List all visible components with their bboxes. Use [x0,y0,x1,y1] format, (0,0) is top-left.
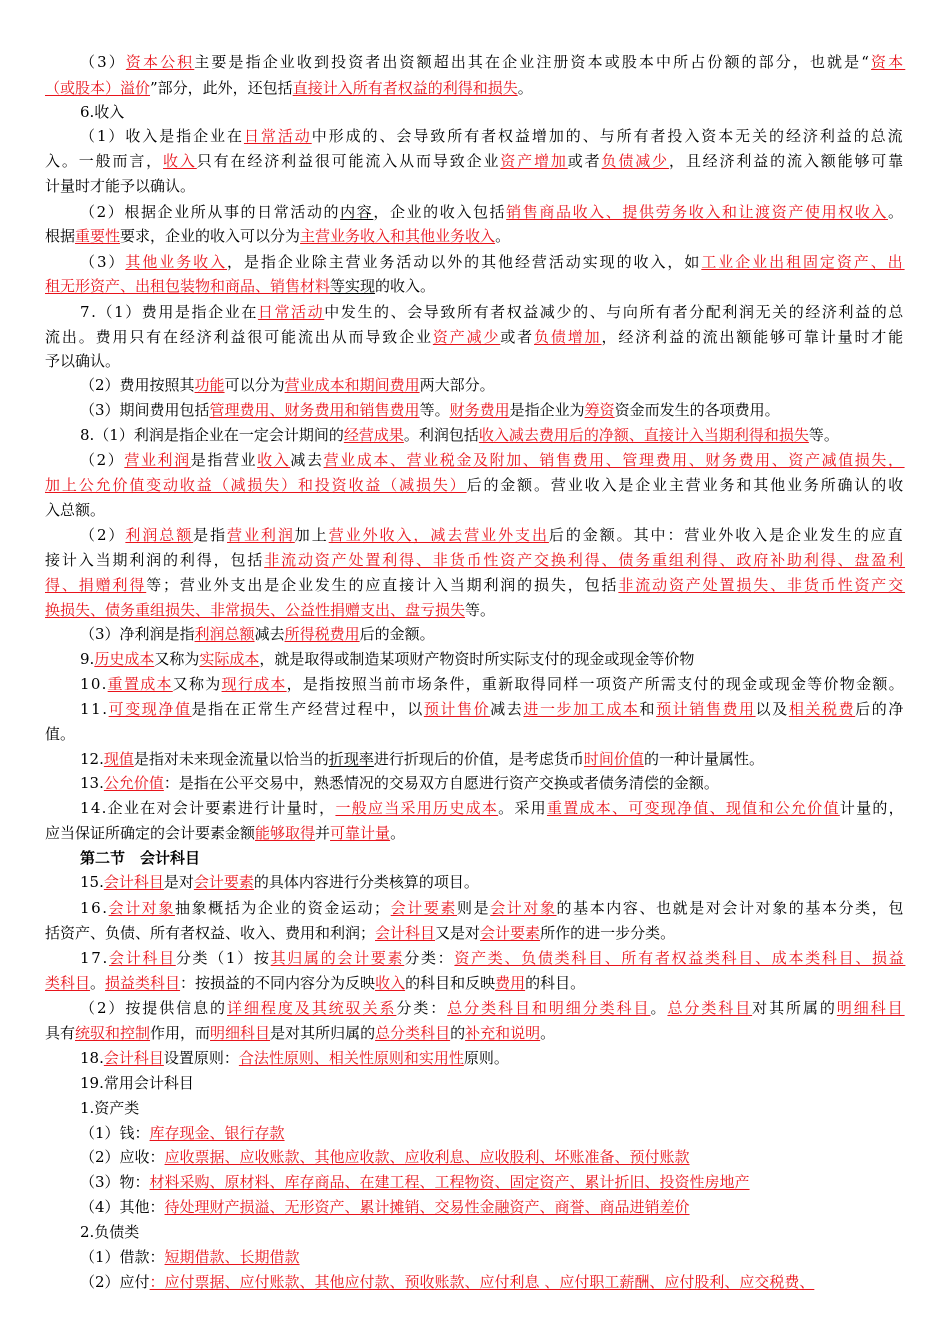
text-run: 可以分为 [224,376,285,394]
highlighted-term: 负债增加 [534,328,602,346]
text-run: 12. [80,750,104,768]
text-run: 主要是指企业收到投资者出资额超出其在企业注册资本或股本中所占份额的部分，也就是“ [194,53,872,71]
text-run: （2） [80,526,126,544]
highlighted-term: 经营成果 [343,426,404,444]
text-run: 等实现 [330,277,376,295]
highlighted-term: 会计科目 [103,873,164,891]
highlighted-term: 会计要素 [193,873,254,891]
highlighted-term: 利润总额 [194,625,255,643]
text-run: 15. [80,873,104,891]
text-line [45,175,195,197]
text-run: 设置原则： [163,1049,239,1067]
text-line [80,1221,139,1243]
text-run: 作用，而 [150,1024,211,1042]
highlighted-term: 重要性 [75,227,121,245]
highlighted-term: 功能 [194,376,225,394]
highlighted-term: 日常活动 [257,303,325,321]
text-run: 根据 [45,227,76,245]
highlighted-term: 资产减少 [432,328,501,346]
text-line [80,748,764,770]
text-line [45,77,533,99]
text-line [80,1171,750,1193]
highlighted-term: 预计销售费用 [656,700,756,718]
highlighted-term: 总分类科目 [375,1024,451,1042]
text-run: 的一种计量属性。 [643,750,764,768]
text-line [80,1072,194,1094]
highlighted-term: 其归属的会计要素 [270,949,405,967]
text-run: 又称为 [154,650,200,668]
text-run: 具有 [45,1024,76,1042]
highlighted-term: 会计要素 [390,899,457,917]
highlighted-term: 实际成本 [199,650,260,668]
text-run: 是指企业为 [509,401,585,419]
text-line [45,972,585,994]
text-line [80,201,905,223]
text-run: 。采用 [498,799,547,817]
text-run: 7.（1）费用是指企业在 [80,303,258,321]
highlighted-term: 得、捐赠利得 [45,576,147,594]
text-run: 流出。费用只有在经济利益很可能流出从而导致企业 [45,328,433,346]
text-run: （2）费用按照其 [80,376,195,394]
highlighted-term: 会计科目 [108,949,176,967]
highlighted-term: 资本公积 [125,53,195,71]
text-run: （3） [80,253,126,271]
text-run: 只有在经济利益很可能流入从而导致企业 [196,152,501,170]
highlighted-term: ：应付票据、应付账款、其他应付款、预收账款、应付利息 、应付职工薪酬、应付股利、应交税费、 [149,1273,815,1291]
text-run: 接计入当期利润的利得，包括 [45,551,265,569]
text-line [80,101,124,123]
text-run: 的科目和反映 [405,974,496,992]
text-run: 原则。 [463,1049,509,1067]
highlighted-term: 重置成本、可变现净值、现值和公允价值 [546,799,840,817]
text-run: 是指 [193,526,228,544]
text-run: （2）应收： [80,1148,165,1166]
highlighted-term: 销售商品收入、提供劳务收入和让渡资产使用权收入 [506,203,888,221]
text-run: 分类（1）按 [175,949,271,967]
text-run: 进行折现后的价值，是考虑货币 [373,750,584,768]
text-run: 分类： [404,949,455,967]
highlighted-term: 财务费用 [449,401,510,419]
text-line [80,698,905,720]
highlighted-term: 收入 [163,152,197,170]
text-run: ，且经济利益的流入额能够可靠 [668,152,906,170]
text-run: 8.（1）利润是指企业在一定会计期间的 [80,426,344,444]
text-run: （4）其他： [80,1198,165,1216]
text-run: （3）物： [80,1173,150,1191]
highlighted-term: 会计科目 [103,1049,164,1067]
text-line [80,125,905,147]
highlighted-term: 日常活动 [243,127,312,145]
text-line [80,449,905,471]
text-run: 则是 [457,899,491,917]
text-line [80,1246,300,1268]
highlighted-term: 会计要素 [480,924,541,942]
highlighted-term: 利润总额 [125,526,194,544]
highlighted-term: 工业企业出租固定资产、出 [701,253,905,271]
text-run: ，就是取得或制造某项财产物资时所实际支付的现金或现金等价物 [259,650,695,668]
text-line [80,424,839,446]
highlighted-term: 营业利润 [227,526,295,544]
highlighted-term: 明细科目 [836,999,905,1017]
text-run: 又称为 [172,675,222,693]
text-run: 括资产、负债、所有者权益、收入、费用和利润； [45,924,376,942]
highlighted-term: 进一步加工成本 [523,700,640,718]
text-line [80,772,719,794]
text-run: 减去 [290,451,324,469]
text-run: （3）净利润是指 [80,625,195,643]
text-run: （2） [80,451,125,469]
text-line [45,350,120,372]
text-run: ，是指企业除主营业务活动以外的其他经营活动实现的收入，如 [227,253,702,271]
text-line [80,797,905,819]
text-line [80,524,905,546]
highlighted-term: 会计对象 [108,899,175,917]
text-line [45,549,905,571]
text-run: （2）按提供信息的 [80,999,227,1017]
text-line [80,623,435,645]
text-run: 或者 [500,328,535,346]
highlighted-term: 费用 [495,974,526,992]
highlighted-term: 材料采购、原材料、库存商品、在建工程、工程物资、固定资产、累计折旧、投资性房地产 [149,1173,750,1191]
text-run: ，企业的收入包括 [373,203,507,221]
text-run: 。 [390,824,406,842]
highlighted-term: 总分类科目 [667,999,753,1017]
text-run: 。 [887,203,905,221]
text-run: （1）借款： [80,1248,165,1266]
highlighted-term: 营业利润 [124,451,191,469]
text-line [45,225,510,247]
highlighted-term: 时间价值 [583,750,644,768]
text-run: 减去 [490,700,524,718]
text-line [80,673,905,695]
text-run: 2.负债类 [80,1223,140,1241]
text-run: 两大部分。 [419,376,495,394]
text-line [80,1122,285,1144]
highlighted-term: 可靠计量 [330,824,391,842]
text-line [80,847,200,869]
text-line [80,1196,690,1218]
text-line [80,1146,690,1168]
text-run: 16. [80,899,109,917]
text-run: 予以确认。 [45,352,121,370]
highlighted-term: 能够取得 [255,824,316,842]
text-run: 14.企业在对会计要素进行计量时， [80,799,336,817]
text-run: 要求，企业的收入可以分为 [120,227,301,245]
text-line [80,51,905,73]
text-run: 是指对未来现金流量以恰当的 [133,750,329,768]
text-run: 的具体内容进行分类核算的项目。 [253,873,479,891]
text-run: 又是对 [435,924,481,942]
highlighted-term: 会计科目 [375,924,436,942]
highlighted-term: 公允价值 [103,774,164,792]
highlighted-term: 可变现净值 [108,700,192,718]
text-line [45,822,405,844]
text-run: 的 [450,1024,466,1042]
highlighted-term: 营业成本、营业税金及附加、销售费用、管理费用、财务费用、资产减值损失， [323,451,905,469]
text-run: 是指营业 [190,451,258,469]
highlighted-term: 现行成本 [221,675,287,693]
text-run: 中形成的、会导致所有者权益增加的、与所有者投入资本无关的经济利益的总流 [311,127,905,145]
highlighted-term: 统驭和控制 [75,1024,151,1042]
text-run: 13. [80,774,104,792]
text-run: 或者 [567,152,602,170]
text-run: 9. [80,650,95,668]
highlighted-term: 营业成本和期间费用 [284,376,420,394]
highlighted-term: 管理费用、财务费用和销售费用 [209,401,420,419]
text-run: 10. [80,675,108,693]
text-run: 11. [80,700,109,718]
text-run: ”部分，此外，还包括 [150,79,293,97]
highlighted-term: 合法性原则、相关性原则和实用性 [238,1049,464,1067]
text-run: 加上 [294,526,329,544]
text-run: 中发生的、会导致所有者权益减少的、与向所有者分配利润无关的经济利益的总 [324,303,905,321]
highlighted-term: 应收票据、应收账款、其他应收款、应收利息、应收股利、坏账准备、预付账款 [164,1148,690,1166]
text-run: 和 [639,700,657,718]
highlighted-term: 补充和说明 [465,1024,541,1042]
text-line [80,251,905,273]
highlighted-term: 非流动资产处置利得、非货币性资产交换利得、债务重组利得、政府补助利得、盘盈利 [264,551,906,569]
section-heading: 第二节 会计科目 [80,849,201,867]
text-run: 的收入。 [375,277,436,295]
text-line [80,374,495,396]
highlighted-term: 其他业务收入 [125,253,228,271]
text-line [80,997,905,1019]
text-run: 分类： [396,999,448,1017]
text-run: 。 [495,227,511,245]
text-run: ：是指在公平交易中，熟悉情况的交易双方自愿进行资产交换或者债务清偿的金额。 [163,774,719,792]
text-run: 等。 [808,426,839,444]
text-line [45,1022,555,1044]
highlighted-term: 加上公允价值变动收益（减损失）和投资收益（减损失） [45,476,467,494]
highlighted-term: 待处理财产损溢、无形资产、累计摊销、交易性金融资产、商誉、商品进销差价 [164,1198,690,1216]
text-run: 值。 [45,725,76,743]
text-line [80,1047,509,1069]
text-line [45,499,105,521]
text-run: 内容 [340,203,374,221]
text-run: 应当保证所确定的会计要素金额 [45,824,256,842]
text-run: 以及 [755,700,789,718]
highlighted-term: 营业外收入，减去营业外支出 [328,526,549,544]
text-line [45,275,435,297]
highlighted-term: 收入减去费用后的净额、直接计入当期利得和损失 [478,426,809,444]
highlighted-term: 相关税费 [788,700,856,718]
highlighted-term: 总分类科目和明细分类科目 [447,999,651,1017]
text-run: 计量时才能予以确认。 [45,177,196,195]
text-run: 6.收入 [80,103,125,121]
text-run: 18. [80,1049,104,1067]
text-run: 减去 [254,625,285,643]
text-run: （1）钱： [80,1124,150,1142]
text-line [80,648,694,670]
text-run: 所作的进一步分类。 [540,924,676,942]
highlighted-term: 租无形资产、出租包装物和商品、销售材料 [45,277,331,295]
text-run: 对其所属的 [752,999,837,1017]
text-line [45,922,675,944]
highlighted-term: 现值 [103,750,134,768]
highlighted-term: 资本 [871,53,906,71]
text-run: 后的金额。 [359,625,435,643]
text-line [80,399,780,421]
text-run: 。利润包括 [403,426,479,444]
text-run: 资金而发生的各项费用。 [614,401,780,419]
text-run: 入总额。 [45,501,106,519]
text-line [45,723,75,745]
highlighted-term: 收入 [375,974,406,992]
highlighted-term: 详细程度及其统驭关系 [227,999,397,1017]
text-run: 折现率 [328,750,374,768]
highlighted-term: 资产增加 [500,152,568,170]
highlighted-term: 非流动资产处置损失、非货币性资产交 [618,576,906,594]
text-line [80,1097,139,1119]
highlighted-term: 明细科目 [210,1024,271,1042]
text-run: 是对 [163,873,194,891]
text-run: 入。一般而言， [45,152,164,170]
text-run: 后的金额。营业收入是企业主营业务和其他业务所确认的收 [466,476,906,494]
text-run: 等；营业外支出是企业发生的应直接计入当期利润的损失，包括 [146,576,619,594]
highlighted-term: 损益类科目 [105,974,181,992]
text-run: 。 [650,999,668,1017]
text-run: 。 [540,1024,556,1042]
highlighted-term: 所得税费用 [284,625,360,643]
text-run: 17. [80,949,109,967]
text-run: 。 [517,79,533,97]
text-run: 等。 [419,401,450,419]
text-line [45,326,905,348]
highlighted-term: 短期借款、长期借款 [164,1248,300,1266]
text-run: ，是指按照当前市场条件，重新取得同样一项资产所需支付的现金或现金等价物金额。 [286,675,905,693]
text-run: 计量的， [839,799,905,817]
text-run: 是对其所归属的 [270,1024,376,1042]
highlighted-term: 换损失、债务重组损失、非常损失、公益性捐赠支出、盘亏损失 [45,601,466,619]
text-line [45,574,905,596]
text-run: ：按损益的不同内容分为反映 [180,974,376,992]
text-run: ，经济利益的流出额能够可靠计量时才能 [601,328,906,346]
highlighted-term: 筹资 [584,401,615,419]
text-run: （2）根据企业所从事的日常活动的 [80,203,341,221]
highlighted-term: 资产类、负债类科目、所有者权益类科目、成本类科目、损益 [454,949,906,967]
highlighted-term: 库存现金、银行存款 [149,1124,285,1142]
text-line [45,474,905,496]
text-run: 是指在正常生产经营过程中，以 [191,700,424,718]
highlighted-term: 历史成本 [94,650,155,668]
highlighted-term: 负债减少 [601,152,669,170]
text-line [45,150,905,172]
text-run: （3）期间费用包括 [80,401,210,419]
highlighted-term: 类科目 [45,974,91,992]
text-run: 后的金额。其中：营业外收入是企业发生的应直 [548,526,905,544]
text-line [80,947,905,969]
text-line [45,599,495,621]
highlighted-term: （或股本）溢价 [45,79,151,97]
text-run: 19.常用会计科目 [80,1074,194,1092]
text-run: 等。 [465,601,496,619]
text-run: （2）应付 [80,1273,150,1291]
highlighted-term: 收入 [257,451,291,469]
highlighted-term: 直接计入所有者权益的利得和损失 [292,79,518,97]
text-line [80,871,479,893]
text-run: （3） [80,53,126,71]
highlighted-term: 主营业务收入和其他业务收入 [300,227,496,245]
text-run: （1）收入是指企业在 [80,127,244,145]
text-run: 抽象概括为企业的资金运动； [174,899,391,917]
text-run: 的基本内容、也就是对会计对象的基本分类，包 [556,899,905,917]
text-line [80,301,905,323]
text-run: 。 [90,974,106,992]
highlighted-term: 预计售价 [423,700,491,718]
text-line [80,1271,814,1293]
highlighted-term: 会计对象 [490,899,557,917]
text-run: 并 [315,824,331,842]
text-line [80,897,905,919]
highlighted-term: 重置成本 [107,675,173,693]
text-run: 后的净 [855,700,905,718]
text-run: 1.资产类 [80,1099,140,1117]
highlighted-term: 一般应当采用历史成本 [335,799,499,817]
text-run: 的科目。 [525,974,586,992]
